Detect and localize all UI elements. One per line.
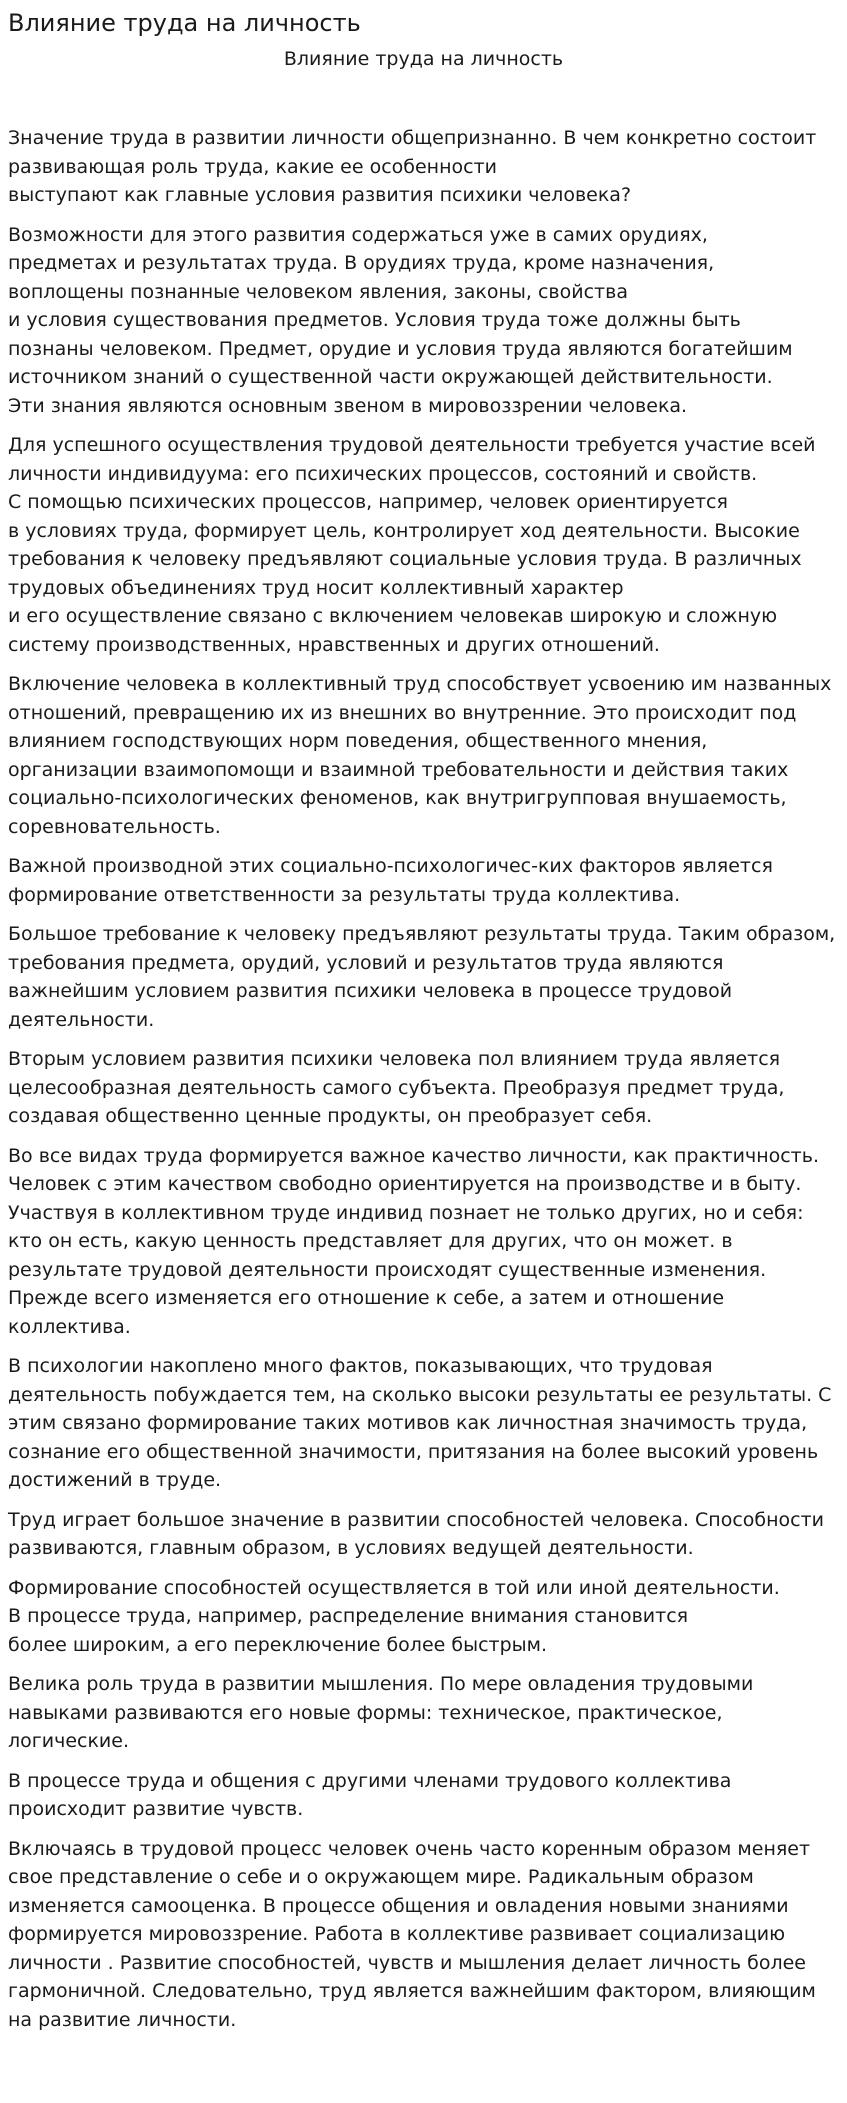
paragraph-line: формирование ответственности за результаты труда коллектива.: [8, 883, 681, 906]
paragraph-line: С помощью психических процессов, например, человек ориентируется: [8, 491, 728, 513]
paragraph-line: Человек с этим качеством свободно ориентируется на производстве и в быту.: [8, 1173, 802, 1195]
article-body: [8, 124, 840, 2045]
paragraph-line: коллектива.: [8, 1315, 131, 1338]
paragraph-line: Труд играет большое значение в развитии способностей человека. Способности: [8, 1508, 825, 1531]
paragraph-line: В процессе труда, например, распределение внимания становится: [8, 1605, 689, 1627]
paragraph-line: В процессе труда и общения с другими членами трудового коллектива: [8, 1769, 732, 1792]
paragraph: [8, 1767, 840, 1824]
paragraph-line: в условиях труда, формирует цель, контролирует ход деятельности. Высокие: [8, 519, 800, 542]
paragraph-line: Значение труда в развитии личности общепризнанно. В чем конкретно состоит: [8, 127, 817, 149]
paragraph-line: требования предмета, орудий, условий и результатов труда являются: [8, 951, 724, 974]
paragraph: [8, 1574, 840, 1660]
paragraph-line: личности индивидуума: его психических процессов, состояний и свойств.: [8, 462, 758, 485]
paragraph-line: Для успешного осуществления трудовой деятельности требуется участие всей: [8, 434, 816, 456]
paragraph-line: познаны человеком. Предмет, орудие и условия труда являются богатейшим: [8, 337, 793, 360]
paragraph: [8, 670, 840, 841]
paragraph-line: влиянием господствующих норм поведения, общественного мнения,: [8, 730, 708, 752]
paragraph-line: развивающая роль труда, какие ее особенности: [8, 155, 498, 178]
paragraph-line: формируется мировоззрение. Работа в коллективе развивает социализацию: [8, 1923, 786, 1945]
paragraph-line: свое представление о себе и о окружающем мире. Радикальным образом: [8, 1866, 754, 1888]
paragraph-line: Возможности для этого развития содержаться уже в самих орудиях,: [8, 223, 708, 246]
paragraph-line: Включаясь в трудовой процесс человек очень часто коренным образом меняет: [8, 1837, 811, 1860]
paragraph-line: более широким, а его переключение более быстрым.: [8, 1633, 548, 1656]
paragraph-line: трудовых объединениях труд носит коллективный характер: [8, 576, 624, 599]
paragraph-line: этим связано формирование таких мотивов как личностная значимость труда,: [8, 1412, 808, 1434]
document-subtitle: Влияние труда на личность: [283, 48, 564, 70]
paragraph-line: организации взаимопомощи и взаимной требовательности и действия таких: [8, 758, 789, 781]
paragraph-line: создавая общественно ценные продукты, он преобразует себя.: [8, 1105, 653, 1127]
paragraph-line: целесообразная деятельность самого субъекта. Преобразуя предмет труда,: [8, 1076, 785, 1099]
paragraph-line: гармоничной. Следовательно, труд является важнейшим фактором, влияющим: [8, 1980, 816, 2002]
paragraph-line: Большое требование к человеку предъявляют результаты труда. Таким образом,: [8, 923, 836, 945]
paragraph-line: социально-психологических феноменов, как внутригрупповая внушаемость,: [8, 787, 787, 809]
paragraph: [8, 1142, 840, 1342]
paragraph-line: Участвуя в коллективном труде индивид познает не только других, но и себя:: [8, 1201, 804, 1224]
paragraph-line: и его осуществление связано с включением человекав широкую и сложную: [8, 605, 778, 627]
paragraph-line: Эти знания являются основным звеном в мировоззрении человека.: [8, 394, 688, 417]
paragraph-line: предметах и результатах труда. В орудиях труда, кроме назначения,: [8, 252, 715, 274]
paragraph-line: Формирование способностей осуществляется в той или иной деятельности.: [8, 1576, 780, 1599]
paragraph-line: происходит развитие чувств.: [8, 1798, 304, 1820]
paragraph-line: деятельность побуждается тем, на сколько высоки результаты ее результаты. С: [8, 1383, 832, 1406]
paragraph-line: Прежде всего изменяется его отношение к себе, а затем и отношение: [8, 1287, 725, 1309]
paragraph: [8, 1835, 840, 2035]
paragraph-line: Во все видах труда формируется важное качество личности, как практичность.: [8, 1144, 819, 1167]
paragraph-line: развиваются, главным образом, в условиях ведущей деятельности.: [8, 1537, 694, 1559]
paragraph-line: соревновательность.: [8, 815, 221, 838]
paragraph-line: кто он есть, какую ценность представляет для других, что он может. в: [8, 1230, 733, 1252]
paragraph-line: навыками развиваются его новые формы: техническое, практическое,: [8, 1701, 723, 1724]
paragraph-line: Включение человека в коллективный труд способствует усвоению им названных: [8, 673, 832, 695]
paragraph-line: логические.: [8, 1730, 130, 1752]
paragraph-line: Важной производной этих социально-психологичес-ких факторов является: [8, 855, 773, 877]
paragraph-line: достижений в труде.: [8, 1469, 222, 1491]
paragraph-line: Велика роль труда в развитии мышления. По мере овладения трудовыми: [8, 1673, 754, 1695]
paragraph: [8, 1506, 840, 1563]
paragraph-line: воплощены познанные человеком явления, законы, свойства: [8, 280, 628, 303]
paragraph-line: требования к человеку предъявляют социальные условия труда. В различных: [8, 548, 802, 570]
paragraph-line: личности . Развитие способностей, чувств и мышления делает личность более: [8, 1951, 806, 1974]
paragraph: [8, 221, 840, 421]
paragraph-line: изменяется самооценка. В процессе общения и овладения новыми знаниями: [8, 1894, 789, 1917]
paragraph: [8, 431, 840, 659]
paragraph-line: результате трудовой деятельности происходят существенные изменения.: [8, 1258, 767, 1281]
paragraph-line: источником знаний о существенной части окружающей действительности.: [8, 366, 773, 388]
paragraph-line: на развитие личности.: [8, 2008, 237, 2031]
paragraph-line: систему производственных, нравственных и других отношений.: [8, 633, 660, 656]
paragraph: [8, 920, 840, 1034]
paragraph: [8, 124, 840, 210]
paragraph-line: Вторым условием развития психики человека пол влиянием труда является: [8, 1048, 781, 1070]
paragraph-line: выступают как главные условия развития психики человека?: [8, 184, 632, 206]
paragraph-line: отношений, превращению их из внешних во внутренние. Это происходит под: [8, 701, 797, 724]
paragraph-line: деятельности.: [8, 1008, 155, 1031]
paragraph: [8, 852, 840, 909]
paragraph-line: и условия существования предметов. Условия труда тоже должны быть: [8, 309, 741, 331]
paragraph: [8, 1045, 840, 1131]
document-title: Влияние труда на личность: [8, 9, 361, 37]
paragraph-line: важнейшим условием развития психики человека в процессе трудовой: [8, 980, 733, 1002]
paragraph-line: сознание его общественной значимости, притязания на более высокий уровень: [8, 1440, 819, 1463]
paragraph-line: В психологии накоплено много фактов, показывающих, что трудовая: [8, 1355, 713, 1377]
paragraph: [8, 1670, 840, 1756]
paragraph: [8, 1352, 840, 1495]
